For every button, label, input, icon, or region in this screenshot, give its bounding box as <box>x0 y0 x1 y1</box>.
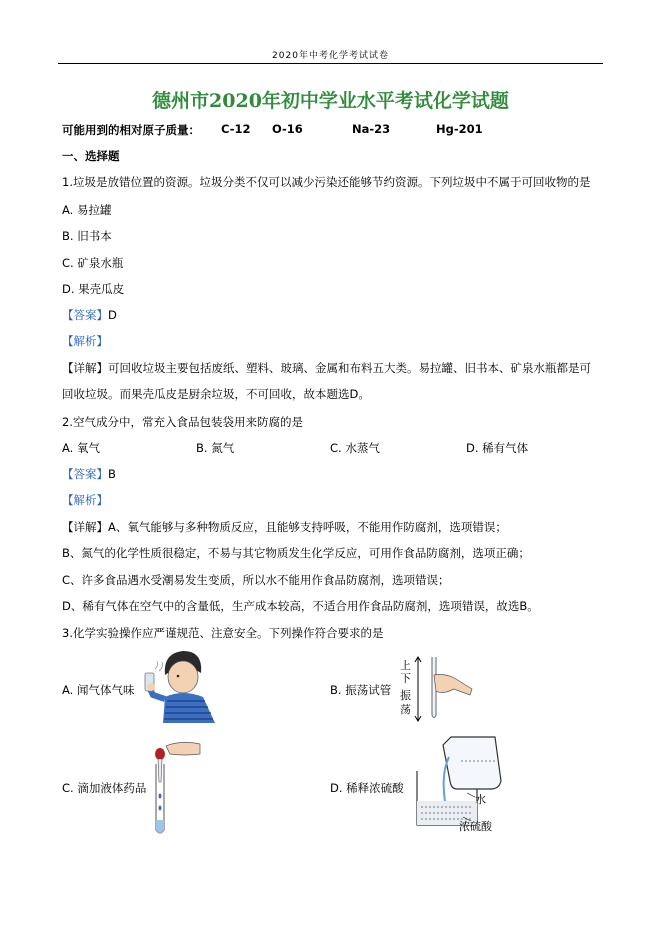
q3-stem: 3.化学实验操作应严谨规范、注意安全。下列操作符合要求的是 <box>62 626 384 640</box>
smell-gas-figure <box>145 645 220 723</box>
q1-option-c: C. 矿泉水瓶 <box>62 256 124 270</box>
acid-label: 浓硫酸 <box>459 820 492 833</box>
q2-stem: 2.空气成分中，常充入食品包装袋用来防腐的是 <box>62 415 303 429</box>
q1-answer <box>62 307 117 323</box>
q1-detail-tag: 【详解】 <box>62 361 108 375</box>
shake-label-dang: 荡 <box>400 703 411 716</box>
page-title: 德州市2020年初中学业水平考试化学试题 <box>152 90 509 112</box>
shake-label-zhen: 振 <box>400 689 411 702</box>
q2-detail-text-1: A、氧气能够与多种物质反应，且能够支持呼吸，不能用作防腐剂，选项错误； <box>108 520 507 534</box>
q1-analysis-tag: 【解析】 <box>62 334 108 348</box>
q2-detail-tag: 【详解】 <box>62 520 108 534</box>
q2-answer-tag: 【答案】 <box>62 467 108 481</box>
dilute-acid-figure <box>405 733 505 833</box>
q3-option-a: A. 闻气体气味 <box>62 683 135 697</box>
q2-detail-4: D、稀有气体在空气中的含量低，生产成本较高，不适合用作食品防腐剂，选项错误，故选B。 <box>62 599 539 613</box>
atomic-mass-c: C-12 <box>221 122 251 136</box>
q2-detail-2: B、氮气的化学性质很稳定，不易与其它物质发生化学反应，可用作食品防腐剂，选项正确； <box>62 546 530 560</box>
q1-answer-value: D <box>108 308 117 322</box>
q1-detail-2: 回收垃圾。而果壳瓜皮是厨余垃圾，不可回收，故本题选D。 <box>62 387 370 401</box>
q1-detail-text-1: 可回收垃圾主要包括废纸、塑料、玻璃、金属和布料五大类。易拉罐、旧书本、矿泉水瓶都是可 <box>108 361 591 375</box>
q2-answer-value: B <box>108 467 116 481</box>
q2-answer <box>62 466 116 482</box>
shake-tube-figure <box>398 655 478 723</box>
q2-analysis-tag: 【解析】 <box>62 493 108 507</box>
atomic-mass-na: Na-23 <box>352 122 391 136</box>
q3-option-c: C. 滴加液体药品 <box>62 781 147 795</box>
q1-option-b: B. 旧书本 <box>62 229 112 243</box>
q2-option-b: B. 氮气 <box>196 441 235 455</box>
atomic-mass-o: O-16 <box>272 122 303 136</box>
q2-option-c: C. 水蒸气 <box>330 441 380 455</box>
q1-detail-1 <box>62 360 591 376</box>
header-divider <box>58 63 603 64</box>
q1-option-a: A. 易拉罐 <box>62 203 112 217</box>
water-label: 水 <box>475 793 486 806</box>
shake-label-up: 上 <box>400 659 411 672</box>
q1-answer-tag: 【答案】 <box>62 308 108 322</box>
dropper-figure <box>140 740 202 835</box>
atomic-mass-hg: Hg-201 <box>436 122 483 136</box>
atomic-mass-label: 可能用到的相对原子质量： <box>62 123 200 137</box>
q3-option-b: B. 振荡试管 <box>330 683 392 697</box>
q1-option-d: D. 果壳瓜皮 <box>62 282 125 296</box>
q2-option-d: D. 稀有气体 <box>466 441 529 455</box>
q2-detail-3: C、许多食品遇水受潮易发生变质，所以水不能用作食品防腐剂，选项错误； <box>62 573 450 587</box>
q2-detail-1 <box>62 519 507 535</box>
q3-option-d: D. 稀释浓硫酸 <box>330 781 404 795</box>
q1-stem: 1.垃圾是放错位置的资源。垃圾分类不仅可以减少污染还能够节约资源。下列垃圾中不属于可回收物的是 <box>62 175 591 189</box>
page-header: 2020年中考化学考试试卷 <box>272 51 389 61</box>
shake-label-down: 下 <box>400 672 411 685</box>
q2-option-a: A. 氧气 <box>62 441 100 455</box>
section-heading: 一、选择题 <box>62 149 120 163</box>
